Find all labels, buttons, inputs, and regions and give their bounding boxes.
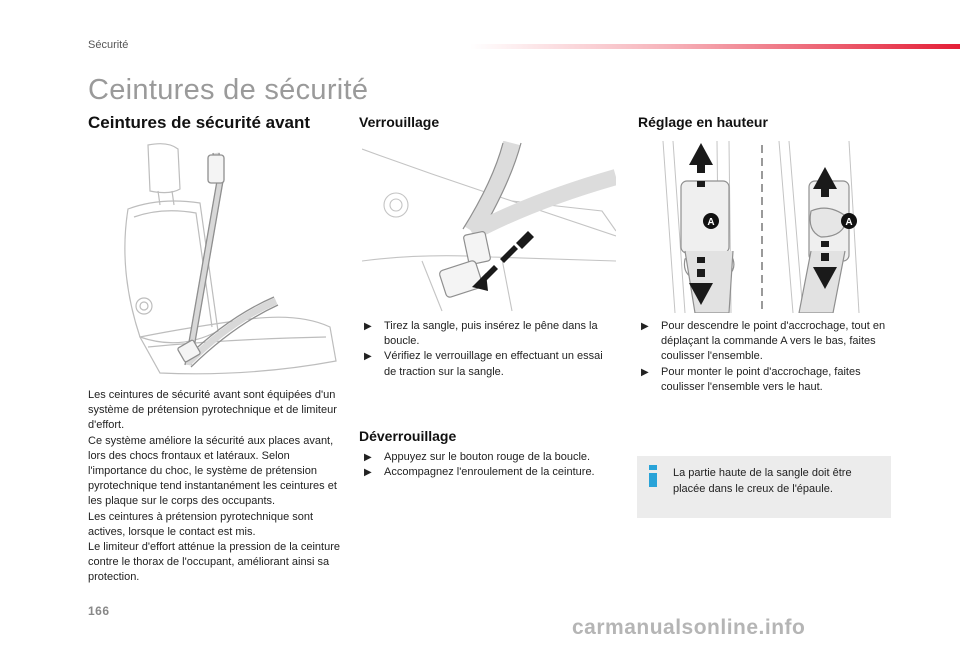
- section-tag: Sécurité: [88, 39, 129, 51]
- callout-a-left: [703, 213, 719, 229]
- deverrouillage-heading: Déverrouillage: [359, 428, 457, 444]
- front-seat-illustration: [100, 141, 340, 381]
- watermark: carmanualsonline.info: [572, 616, 806, 639]
- list-item: ▶ Accompagnez l'enroulement de la ceinture.: [360, 465, 622, 480]
- info-icon: [647, 465, 659, 487]
- page-number: 166: [88, 604, 110, 618]
- arrow-bullet-icon: ▶: [641, 366, 649, 378]
- reglage-steps: [637, 319, 891, 395]
- list-item: ▶ Tirez la sangle, puis insérez le pêne dans la boucle.: [364, 320, 598, 348]
- svg-text:A: A: [845, 217, 853, 228]
- verrouillage-illustration: [362, 141, 616, 313]
- front-description: [88, 388, 348, 586]
- list-item: ▶ Vérifiez le verrouillage en effectuant un essai de traction sur la sangle.: [364, 350, 603, 378]
- arrow-bullet-icon: ▶: [364, 467, 372, 479]
- svg-text:A: A: [707, 217, 715, 228]
- reglage-illustration: [659, 141, 865, 313]
- front-heading: Ceintures de sécurité avant: [88, 113, 311, 132]
- list-item: ▶ Pour monter le point d'accrochage, faites coulisser l'ensemble vers le haut.: [641, 365, 861, 393]
- arrow-bullet-icon: ▶: [364, 351, 372, 363]
- arrow-bullet-icon: ▶: [364, 452, 372, 463]
- arrow-bullet-icon: ▶: [641, 321, 649, 332]
- deverrouillage-steps: [360, 450, 622, 480]
- info-text: La partie haute de la sangle doit être placée dans le creux de l'épaule.: [673, 467, 852, 495]
- page-title: Ceintures de sécurité: [88, 74, 369, 106]
- arrow-bullet-icon: ▶: [364, 321, 372, 332]
- verrouillage-heading: Verrouillage: [359, 114, 440, 130]
- front-paragraph: Ce système améliore la sécurité aux places avant, lors des chocs frontaux et latéraux. Selon l'importance du choc, le système de prétension pyrotechnique tend instantanément les ceintures et les plaque sur le corps des occupants.: [88, 434, 337, 508]
- front-paragraph: Le limiteur d'effort atténue la pression de la ceinture contre le thorax de l'occupant, améliorant ainsi sa protection.: [88, 541, 340, 584]
- verrouillage-steps: [360, 319, 610, 380]
- front-paragraph: Les ceintures de sécurité avant sont équipées d'un système de prétension pyrotechnique et de limiteur d'effort.: [88, 389, 337, 432]
- list-item: ▶ Pour descendre le point d'accrochage, tout en déplaçant la commande A vers le bas, faites coulisser l'ensemble.: [641, 320, 886, 363]
- front-paragraph: Les ceintures à prétension pyrotechnique sont actives, lorsque le contact est mis.: [88, 510, 314, 538]
- callout-a-right: [841, 213, 857, 229]
- reglage-heading: Réglage en hauteur: [638, 114, 768, 130]
- list-item: ▶ Appuyez sur le bouton rouge de la boucle.: [360, 450, 622, 465]
- header-accent-bar: [470, 44, 960, 49]
